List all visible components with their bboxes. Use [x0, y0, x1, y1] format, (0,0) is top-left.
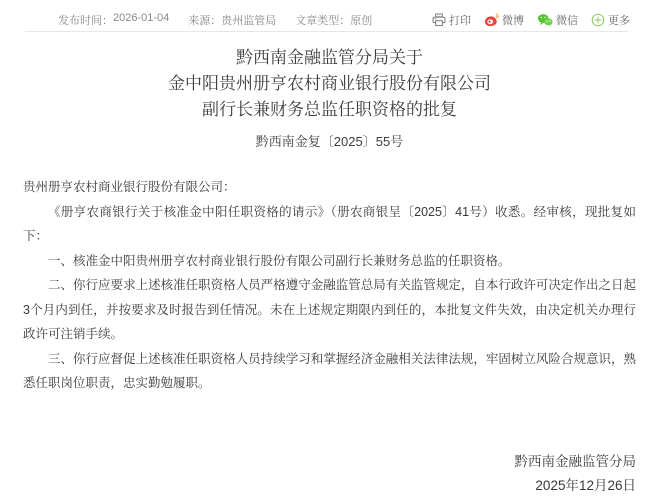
- paragraph: 二、你行应要求上述核准任职资格人员严格遵守金融监管总局有关监管规定，自本行政许可决定作出之日起3个月内到任，并按要求及时报告到任情况。未在上述规定期限内到任的，本批复文件失效，由决定机关办理行政许可注销手续。: [23, 278, 636, 341]
- document-body: [0, 45, 650, 498]
- document-text: [23, 175, 636, 396]
- document-title-line-1: 黔西南金融监管分局关于: [236, 48, 423, 67]
- signing-date: 2025年12月26日: [535, 477, 636, 493]
- wechat-icon: [537, 13, 553, 27]
- paragraph: 一、核准金中阳贵州册亨农村商业银行股份有限公司副行长兼财务总监的任职资格。: [48, 253, 511, 268]
- paragraph: 《册亨农商银行关于核准金中阳任职资格的请示》（册农商银呈〔2025〕41号）收悉。经审核，现批复如下：: [23, 204, 636, 243]
- article-type: [295, 12, 372, 28]
- document-number: 黔西南金复〔2025〕55号: [255, 134, 404, 149]
- share-wechat-button[interactable]: [537, 12, 578, 28]
- publish-time-value: 2026-01-04: [113, 12, 170, 24]
- share-actions: [432, 12, 630, 28]
- header-divider: [25, 31, 628, 32]
- article-meta: [58, 12, 372, 28]
- publish-time: [58, 12, 169, 28]
- article-type-label: 文章类型：: [295, 15, 351, 27]
- document-title-line-2: 金中阳贵州册亨农村商业银行股份有限公司: [168, 74, 491, 93]
- article-meta-bar: [0, 0, 650, 31]
- signature-block: [23, 450, 636, 498]
- paragraph: 三、你行应督促上述核准任职资格人员持续学习和掌握经济金融相关法律法规，牢固树立风险合规意识，熟悉任职岗位职责，忠实勤勉履职。: [23, 351, 636, 390]
- source: [188, 12, 276, 28]
- print-button[interactable]: [432, 12, 471, 28]
- signing-authority: 黔西南金融监管分局: [514, 453, 636, 469]
- source-value: 贵州监管局: [221, 15, 277, 27]
- weibo-label: 微博: [502, 15, 524, 27]
- print-icon: [432, 13, 446, 27]
- publish-time-label: 发布时间：: [58, 15, 113, 27]
- more-share-button[interactable]: [591, 12, 630, 28]
- share-weibo-button[interactable]: [484, 12, 524, 28]
- addressee-line: 贵州册亨农村商业银行股份有限公司：: [23, 180, 236, 194]
- wechat-label: 微信: [556, 15, 578, 27]
- print-label: 打印: [449, 15, 471, 27]
- document-title-line-3: 副行长兼财务总监任职资格的批复: [202, 100, 457, 119]
- weibo-icon: [484, 13, 499, 27]
- more-label: 更多: [608, 15, 630, 27]
- article-type-value: 原创: [350, 15, 373, 27]
- plus-circle-icon: [591, 13, 605, 27]
- source-label: 来源：: [188, 15, 222, 27]
- document-title: [23, 45, 636, 123]
